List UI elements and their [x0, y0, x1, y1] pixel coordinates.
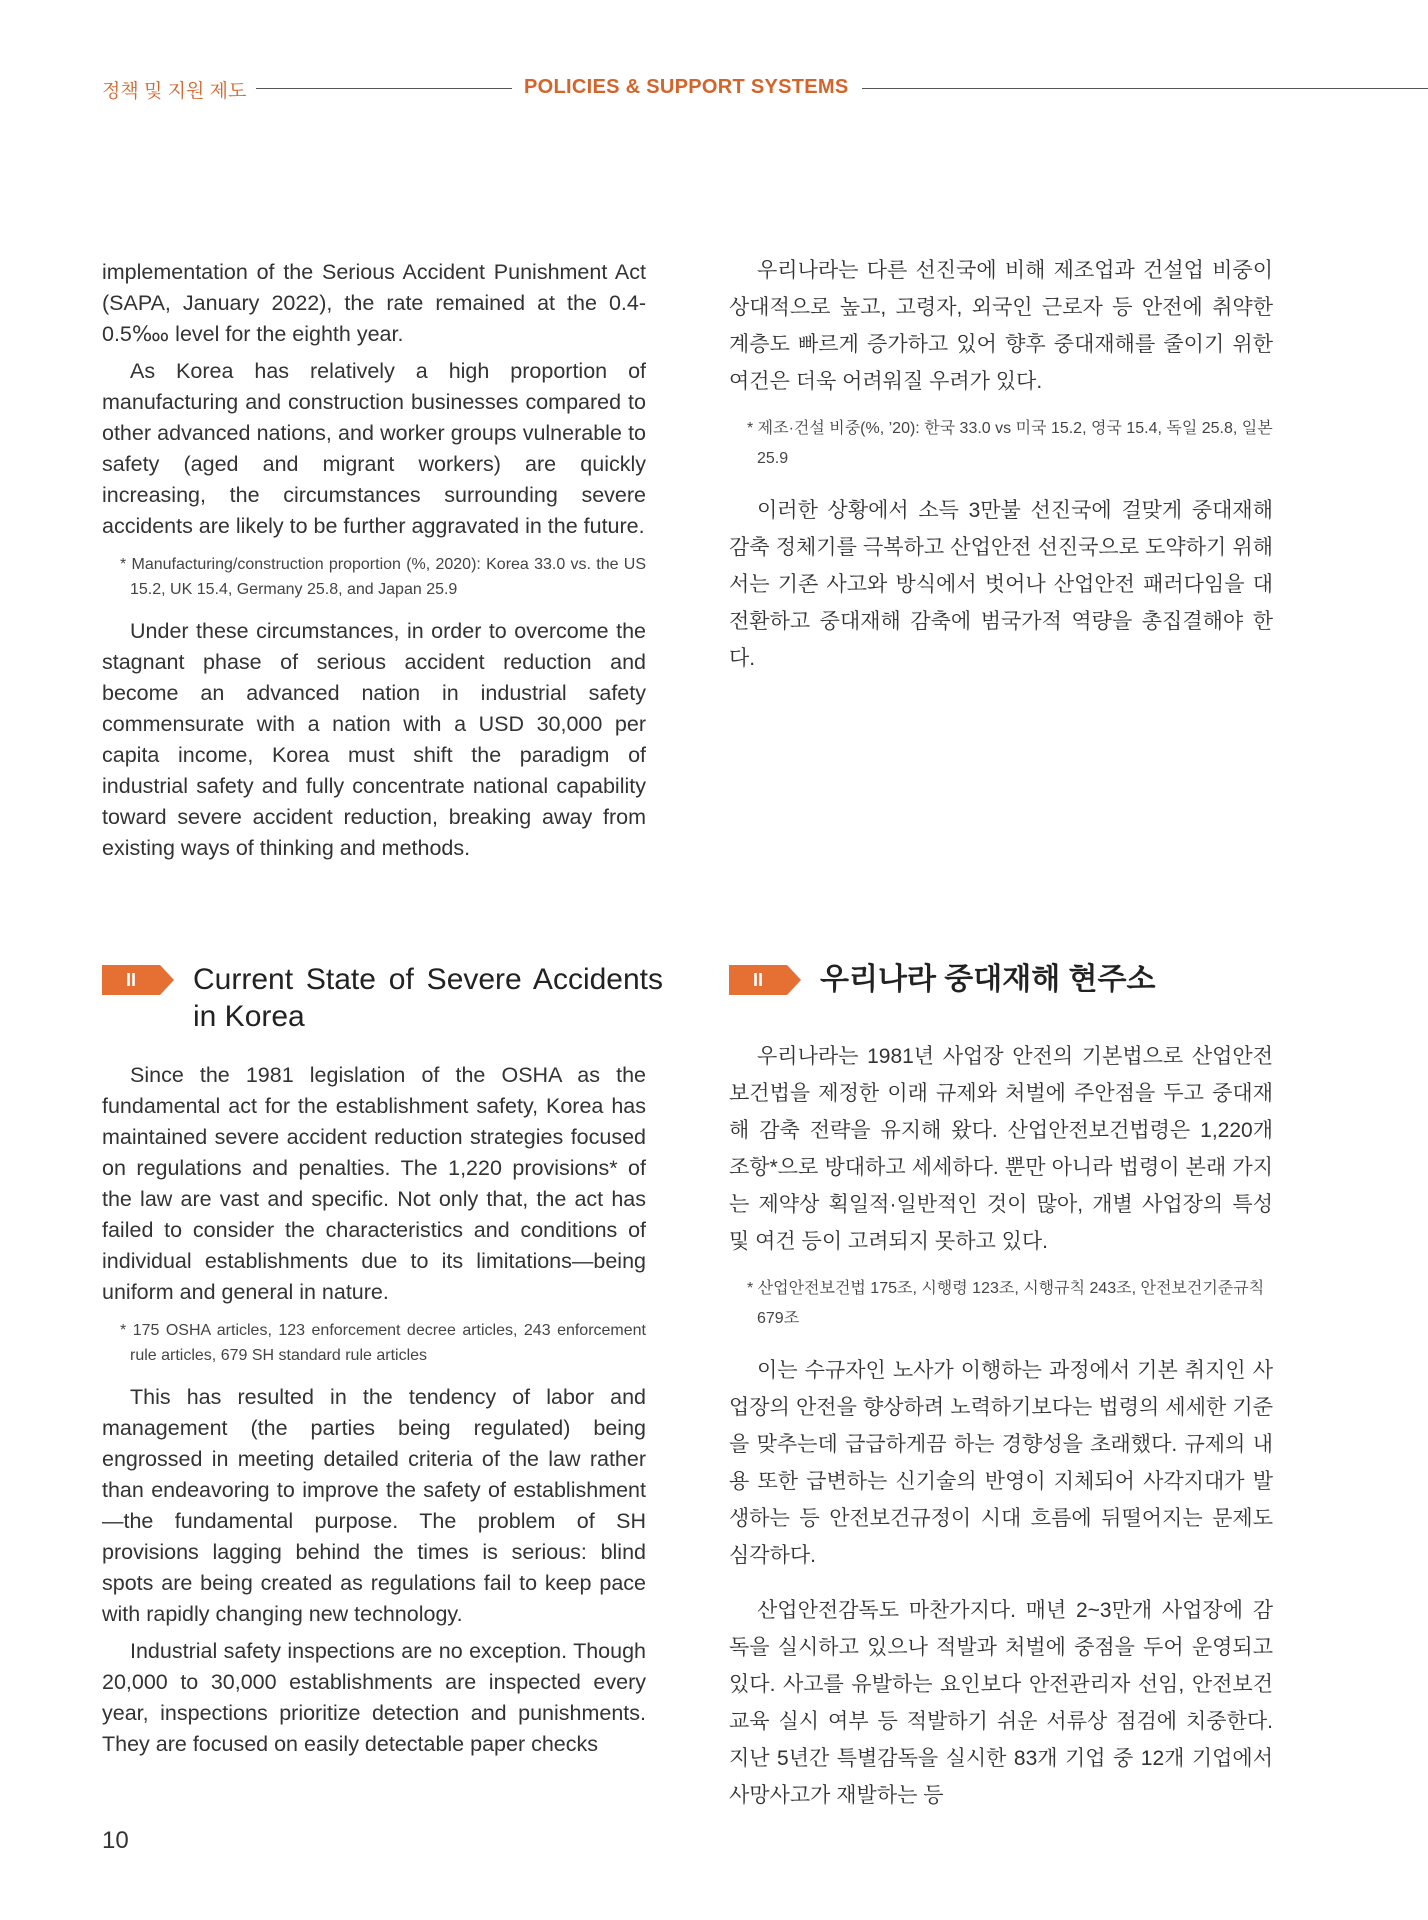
header-rule-right: [862, 88, 1428, 89]
paragraph: implementation of the Serious Accident Punishment Act (SAPA, January 2022), the rate remained at the 0.4-0.5‱ level for the eighth year.: [102, 260, 646, 346]
paragraph: 우리나라는 1981년 사업장 안전의 기본법으로 산업안전보건법을 제정한 이래 규제와 처벌에 주안점을 두고 중대재해 감축 전략을 유지해 왔다. 산업안전보건법령은 1,220개 조항*으로 방대하고 세세하다. 뿐만 아니라 법령이 본래 가지는 제약상 획일적·일반적인 것이 많아, 개별 사업장의 특성 및 여건 등이 고려되지 못하고 있다.: [729, 1045, 1273, 1253]
header-rule-left: [256, 88, 512, 89]
header-section-en: POLICIES & SUPPORT SYSTEMS: [524, 76, 849, 98]
paragraph: 산업안전감독도 마찬가지다. 매년 2~3만개 사업장에 감독을 실시하고 있으나 적발과 처벌에 중점을 두어 운영되고 있다. 사고를 유발하는 요인보다 안전관리자 선임, 안전보건교육 실시 여부 등 적발하기 쉬운 서류상 점검에 치중한다. 지난 5년간 특별감독을 실시한 83개 기업 중 12개 기업에서 사망사고가 재발하는 등: [729, 1599, 1273, 1807]
left-section-body: [102, 1060, 646, 1760]
paragraph: 우리나라는 다른 선진국에 비해 제조업과 건설업 비중이 상대적으로 높고, 고령자, 외국인 근로자 등 안전에 취약한 계층도 빠르게 증가하고 있어 향후 중대재해를 줄이기 위한 여건은 더욱 어려워질 우려가 있다.: [729, 259, 1273, 393]
running-header: [0, 74, 1428, 104]
section-heading-kr: [729, 961, 1155, 998]
footnote: * Manufacturing/construction proportion (%, 2020): Korea 33.0 vs. the US 15.2, UK 15.4, Germany 25.8, and Japan 25.9: [120, 556, 646, 598]
footnote: * 산업안전보건법 175조, 시행령 123조, 시행규칙 243조, 안전보건기준규칙 679조: [747, 1280, 1265, 1327]
paragraph: 이러한 상황에서 소득 3만불 선진국에 걸맞게 중대재해 감축 정체기를 극복하고 산업안전 선진국으로 도약하기 위해서는 기존 사고와 방식에서 벗어나 산업안전 패러다임을 대전환하고 중대재해 감축에 범국가적 역량을 총집결해야 한다.: [729, 499, 1273, 670]
paragraph: Industrial safety inspections are no exception. Though 20,000 to 30,000 establishments are inspected every year, inspections prioritize detection and punishments. They are focused on easily detectable paper checks: [102, 1639, 646, 1756]
section-number-badge: II: [729, 965, 787, 995]
page-number: 10: [102, 1827, 129, 1854]
section-title: 우리나라 중대재해 현주소: [820, 963, 1156, 996]
paragraph: As Korea has relatively a high proportion of manufacturing and construction businesses compared to other advanced nations, and worker groups vulnerable to safety (aged and migrant workers) are quickly increasing, the circumstances surrounding severe accidents are likely to be further aggravated in the future.: [102, 359, 646, 538]
right-top-text: [729, 252, 1273, 677]
header-section-kr: 정책 및 지원 제도: [102, 81, 247, 102]
paragraph: Under these circumstances, in order to overcome the stagnant phase of serious accident reduction and become an advanced nation in industrial safety commensurate with a nation with a USD 30,000 per capita income, Korea must shift the paradigm of industrial safety and fully concentrate national capability toward severe accident reduction, breaking away from existing ways of thinking and methods.: [102, 619, 646, 860]
right-section-body: [729, 1038, 1273, 1814]
footnote: * 175 OSHA articles, 123 enforcement decree articles, 243 enforcement rule articles, 679 SH standard rule articles: [120, 1322, 646, 1364]
paragraph: This has resulted in the tendency of labor and management (the parties being regulated) being engrossed in meeting detailed criteria of the law rather than endeavoring to improve the safety of establishment—the fundamental purpose. The problem of SH provisions lagging behind the times is serious: blind spots are being created as regulations fail to keep pace with rapidly changing new technology.: [102, 1385, 646, 1626]
section-number-badge: II: [102, 965, 160, 995]
paragraph: Since the 1981 legislation of the OSHA as the fundamental act for the establishment safety, Korea has maintained severe accident reduction strategies focused on regulations and penalties. The 1,220 provisions* of the law are vast and specific. Not only that, the act has failed to consider the characteristics and conditions of individual establishments due to its limitations—being uniform and general in nature.: [102, 1063, 646, 1304]
paragraph: 이는 수규자인 노사가 이행하는 과정에서 기본 취지인 사업장의 안전을 향상하려 노력하기보다는 법령의 세세한 기준을 맞추는데 급급하게끔 하는 경향성을 초래했다. 규제의 내용 또한 급변하는 신기술의 반영이 지체되어 사각지대가 발생하는 등 안전보건규정이 시대 흐름에 뒤떨어지는 문제도 심각하다.: [729, 1359, 1273, 1567]
left-top-text: [102, 257, 646, 864]
section-heading-en: [102, 961, 663, 1035]
section-title: Current State of Severe Accidents in Korea: [193, 963, 663, 1033]
footnote: * 제조·건설 비중(%, ’20): 한국 33.0 vs 미국 15.2, 영국 15.4, 독일 25.8, 일본 25.9: [747, 420, 1273, 467]
